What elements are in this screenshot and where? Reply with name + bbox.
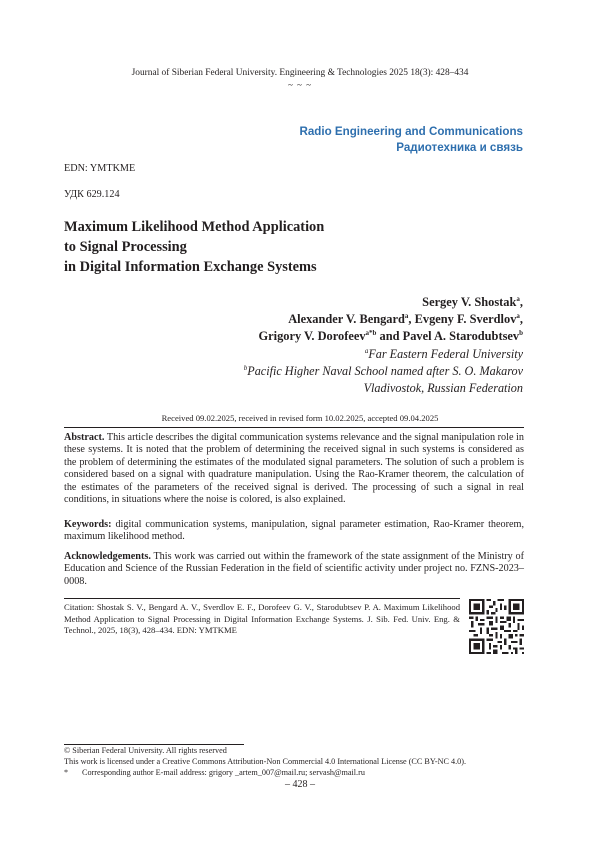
copyright: © Siberian Federal University. All rights reserved (64, 746, 227, 755)
journal-header: Journal of Siberian Federal University. Engineering & Technologies 2025 18(3): 428–434 (131, 68, 469, 78)
author-list (259, 294, 524, 345)
keywords (64, 519, 524, 544)
author-affil-mark: b (519, 328, 523, 337)
edn-code: EDN: YMTKME (64, 163, 136, 174)
qr-code-icon (469, 599, 524, 654)
author-line (259, 311, 524, 328)
affiliation-city: Vladivostok, Russian Federation (363, 381, 523, 395)
author-affil-mark: a*b (365, 328, 377, 337)
affiliation-b (244, 363, 523, 380)
abstract-text: This article describes the digital communication systems relevance and the signal manipulation role in these systems. It is noted that the problem of determining the received signal in such systems is considered as the problem of determining the estimates of the modulated signal parameters. The solution of such a problem is considered based on a signal with quadrature manipulation. Using the Rao-Kramer theorem, the calculation of the estimates of the parameters of the received signal is derived. The processing of such a signal in real conditions, in situations where the noise is colored, is also explained. (64, 432, 524, 506)
page-number: – 428 – (285, 779, 315, 790)
author-line (259, 294, 524, 311)
abstract (64, 432, 524, 506)
author-affil-mark: a (404, 311, 409, 320)
affil-mark: b (243, 363, 248, 372)
section-title-ru: Радиотехника и связь (396, 141, 523, 154)
affil-text: Pacific Higher Naval School named after S. O. Makarov (247, 364, 523, 378)
udk-code: УДК 629.124 (64, 189, 120, 200)
author-separator: , (519, 295, 523, 309)
acknowledgements-label: Acknowledgements. (64, 551, 151, 562)
author-name: Sergey V. Shostak (422, 295, 517, 309)
divider (64, 427, 524, 428)
citation-divider (64, 598, 460, 599)
keywords-label: Keywords: (64, 519, 112, 530)
author-affil-mark: a (516, 311, 520, 320)
author-separator: and (376, 329, 403, 343)
affiliation-a (244, 346, 523, 363)
section-title-en: Radio Engineering and Communications (299, 125, 523, 138)
author-name: Pavel A. Starodubtsev (402, 329, 520, 343)
received-dates: Received 09.02.2025, received in revised form 10.02.2025, accepted 09.04.2025 (161, 413, 439, 423)
author-line (259, 328, 524, 345)
author-affil-mark: a (516, 294, 520, 303)
license-note: This work is licensed under a Creative Commons Attribution-Non Commercial 4.0 International License (CC BY-NC 4.0). (64, 757, 467, 766)
acknowledgements-text: This work was carried out within the framework of the state assignment of the Ministry of Education and Science of the Russian Federation in the field of scientific activity under project no. FZNS-2023–0008. (64, 551, 524, 587)
author-separator: , (519, 312, 523, 326)
corresponding-author: Corresponding author E-mail address: grigory _artem_007@mail.ru; servash@mail.ru (82, 768, 365, 777)
title-line: to Signal Processing (64, 239, 187, 255)
acknowledgements (64, 551, 524, 588)
affiliations (244, 346, 523, 397)
article-title (64, 217, 324, 277)
author-name: Grigory V. Dorofeev (258, 329, 366, 343)
keywords-text: digital communication systems, manipulation, signal parameter estimation, Rao-Kramer theorem, maximum likelihood method. (64, 519, 524, 543)
corresponding-mark: * (64, 768, 69, 777)
affil-mark: a (364, 346, 369, 355)
author-name: Evgeny F. Sverdlov (414, 312, 517, 326)
affil-text: Far Eastern Federal University (368, 347, 523, 361)
title-line: in Digital Information Exchange Systems (64, 259, 317, 275)
citation: Citation: Shostak S. V., Bengard A. V., Sverdlov E. F., Dorofeev G. V., Starodubtsev P. A. Maximum Likelihood Method Application to Signal Processing in Digital Information Exchange Systems. J. Sib. Fed. Univ. Eng. & Technol., 2025, 18(3), 428–434. EDN: YMTKME (64, 602, 460, 636)
header-ornament: ~ ~ ~ (287, 80, 313, 90)
author-separator: , (408, 312, 412, 326)
author-name: Alexander V. Bengard (288, 312, 405, 326)
title-line: Maximum Likelihood Method Application (64, 219, 325, 235)
abstract-label: Abstract. (64, 432, 105, 443)
